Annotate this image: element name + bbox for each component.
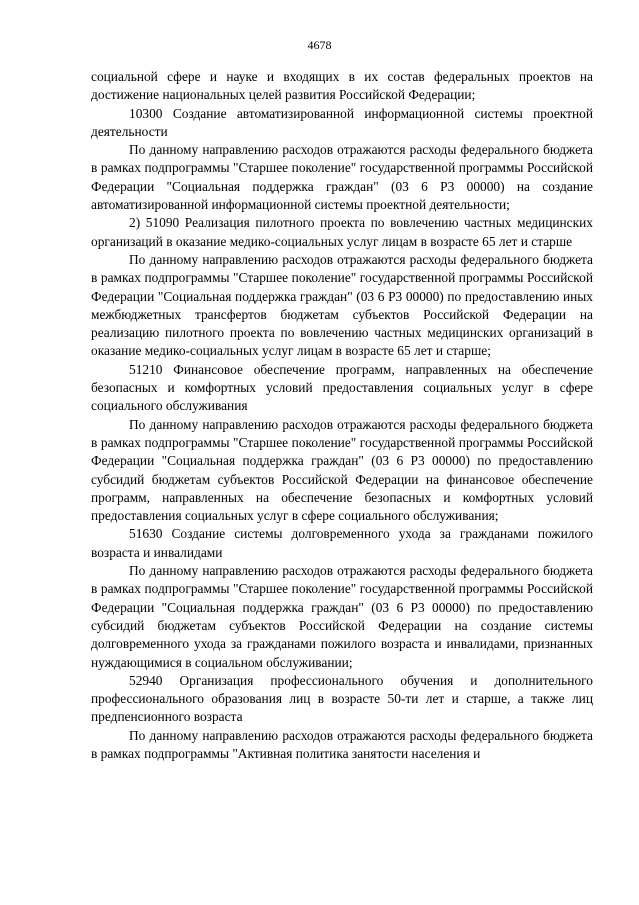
- paragraph: По данному направлению расходов отражаются расходы федерального бюджета в рамках подпрограммы "Старшее поколение" государственной программы Российской Федерации "Социальная поддержка граждан" (03 6 P3 00000) по предоставлению иных межбюджетных трансфертов бюджетам субъектов Российской Федерации на реализацию пилотного проекта по вовлечению частных медицинских организаций в оказание медико-социальных услуг лицам в возрасте 65 лет и старше;: [91, 251, 593, 359]
- paragraph: 2) 51090 Реализация пилотного проекта по вовлечению частных медицинских организаций в оказание медико-социальных услуг лицам в возрасте 65 лет и старше: [91, 215, 593, 249]
- paragraph: социальной сфере и науке и входящих в их состав федеральных проектов на достижение национальных целей развития Российской Федерации;: [91, 69, 593, 103]
- paragraph: По данному направлению расходов отражаются расходы федерального бюджета в рамках подпрограммы "Активная политика занятости населения и: [91, 727, 593, 761]
- paragraph: 10300 Создание автоматизированной информационной системы проектной деятельности: [91, 105, 593, 139]
- page-number: 4678: [307, 38, 332, 52]
- paragraph: По данному направлению расходов отражаются расходы федерального бюджета в рамках подпрограммы "Старшее поколение" государственной программы Российской Федерации "Социальная поддержка граждан" (03 6 P3 00000) на создание автоматизированной информационной системы проектной деятельности;: [91, 142, 593, 213]
- document-body: [91, 68, 593, 763]
- paragraph: 51210 Финансовое обеспечение программ, направленных на обеспечение безопасных и комфортных условий предоставления социальных услуг в сфере социального обслуживания: [91, 361, 593, 414]
- paragraph: По данному направлению расходов отражаются расходы федерального бюджета в рамках подпрограммы "Старшее поколение" государственной программы Российской Федерации "Социальная поддержка граждан" (03 6 P3 00000) по предоставлению субсидий бюджетам субъектов Российской Федерации на финансовое обеспечение программ, направленных на обеспечение безопасных и комфортных условий предоставления социальных услуг в сфере социального обслуживания;: [91, 416, 593, 524]
- paragraph: По данному направлению расходов отражаются расходы федерального бюджета в рамках подпрограммы "Старшее поколение" государственной программы Российской Федерации "Социальная поддержка граждан" (03 6 P3 00000) по предоставлению субсидий бюджетам субъектов Российской Федерации на создание системы долговременного ухода за гражданами пожилого возраста и инвалидами, признанных нуждающимися в социальном обслуживании;: [91, 563, 593, 670]
- paragraph: 52940 Организация профессионального обучения и дополнительного профессионального образования лиц в возрасте 50-ти лет и старше, а также лиц предпенсионного возраста: [91, 672, 593, 725]
- paragraph: 51630 Создание системы долговременного ухода за гражданами пожилого возраста и инвалидами: [91, 526, 593, 560]
